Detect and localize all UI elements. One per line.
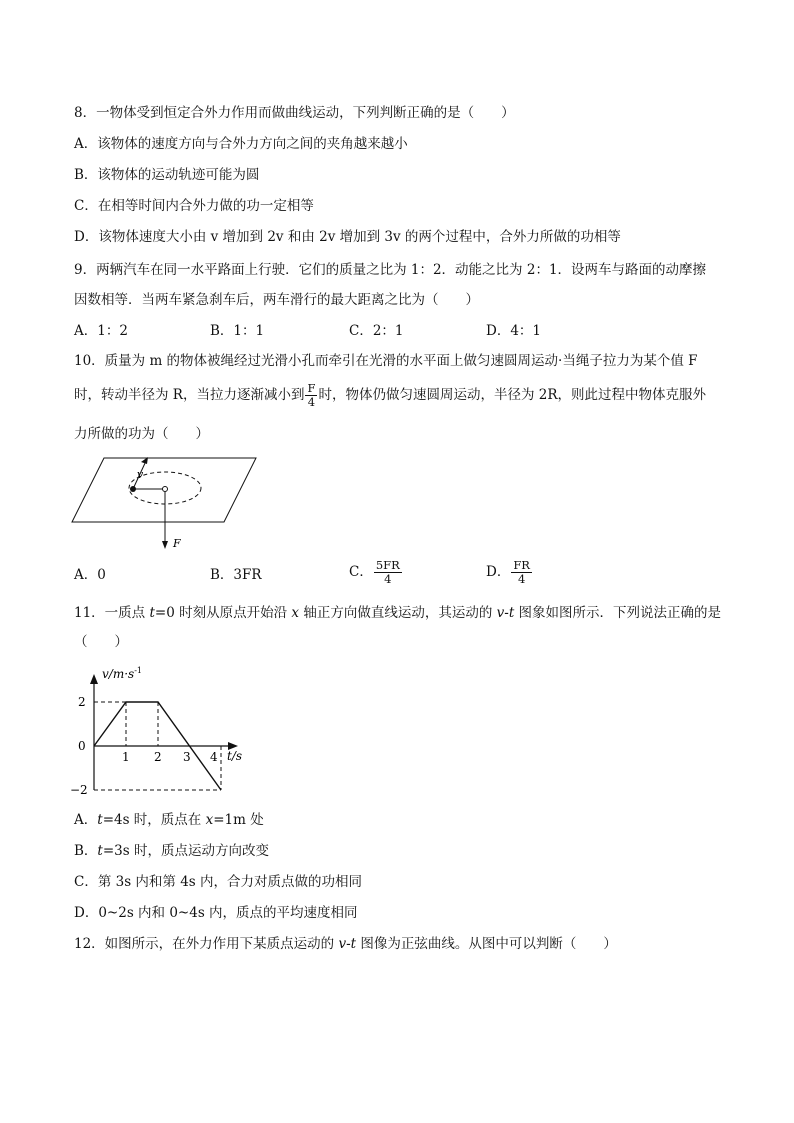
q10-option-d: [486, 556, 533, 588]
stem-text: 轴正方向做直线运动，其运动的: [299, 605, 497, 621]
q10-option-c-fraction: [374, 559, 402, 586]
option-var-t: t: [97, 843, 103, 859]
option-c-prefix: C．: [349, 564, 373, 580]
hole-center: [163, 487, 168, 492]
q10-stem-line1: 10．质量为 m 的物体被绳经过光滑小孔而牵引在光滑的水平面上做匀速圆周运动·当绳子拉力为某个值 F: [74, 353, 698, 369]
stem-var-x: x: [291, 605, 300, 621]
q9-option-c: C．2：1: [349, 323, 404, 339]
q11-option-b: [74, 842, 269, 860]
q11-stem-line2: （ ）: [74, 634, 128, 650]
velocity-label: v: [137, 468, 144, 481]
q10-fraction-f-over-4: [305, 382, 317, 409]
q10-stem-line2-pre: 时，转动半径为 R，当拉力逐渐减小到: [74, 387, 305, 403]
fraction-numerator: 5FR: [375, 558, 400, 572]
fraction-denominator: 4: [517, 572, 526, 586]
y-tick-minus-2: −2: [70, 783, 88, 797]
q11-vt-graph: [70, 660, 260, 800]
stem-text: 图象如图所示．下列说法正确的是: [514, 605, 722, 621]
q8-option-d: D．该物体速度大小由 v 增加到 2v 和由 2v 增加到 3v 的两个过程中，合外力所做的功相等: [74, 229, 621, 245]
q8-option-a: A．该物体的速度方向与合外力方向之间的夹角越来越小: [74, 136, 408, 152]
q11-option-c: C．第 3s 内和第 4s 内，合力对质点做的功相同: [74, 874, 363, 890]
force-label: F: [173, 537, 181, 550]
option-text: =3s 时，质点运动方向改变: [102, 843, 269, 859]
q10-option-b: B．3FR: [210, 567, 262, 583]
option-var-x: x: [205, 812, 214, 828]
y-tick-2: 2: [78, 695, 86, 709]
stem-text: 11．一质点: [74, 605, 150, 621]
y-axis-arrowhead: [90, 674, 98, 684]
x-axis-label: t/s: [227, 749, 243, 763]
q11-option-d: D．0~2s 内和 0~4s 内，质点的平均速度相同: [74, 905, 358, 921]
fraction-numerator: F: [307, 381, 316, 395]
option-text: =1m 处: [213, 812, 264, 828]
q9-stem-line1: 9．两辆汽车在同一水平路面上行驶．它们的质量之比为 1：2．动能之比为 2：1．设两车与路面的动摩擦: [74, 262, 707, 278]
fraction-denominator: 4: [307, 395, 316, 409]
option-text: =4s 时，质点在: [102, 812, 206, 828]
y-axis-label: $v/m\cdot s^{-1}$: [102, 666, 142, 681]
q8-option-c: C．在相等时间内合外力做的功一定相等: [74, 198, 314, 214]
option-d-prefix: D．: [486, 564, 511, 580]
q9-option-d: D．4：1: [486, 323, 542, 339]
force-arrowhead: [162, 541, 168, 549]
stem-var-vt: v-t: [496, 605, 515, 621]
stem-text: =0 时刻从原点开始沿: [154, 605, 292, 621]
q11-stem-line1: [74, 604, 721, 622]
q10-stem-line2: [74, 380, 706, 410]
q8-option-b: B．该物体的运动轨迹可能为圆: [74, 167, 260, 183]
x-tick-1: 1: [122, 750, 130, 764]
q10-stem-line3: 力所做的功为（ ）: [74, 426, 209, 442]
x-tick-3: 3: [183, 750, 191, 764]
q10-figure-circular-motion: [70, 452, 260, 554]
q10-option-d-fraction: [511, 559, 532, 586]
x-tick-4: 4: [210, 750, 218, 764]
option-prefix: A．: [74, 812, 98, 828]
q9-option-b: B．1：1: [210, 323, 265, 339]
x-tick-2: 2: [154, 750, 162, 764]
q10-stem-line2-post: 时，物体仍做匀速圆周运动，半径为 2R，则此过程中物体克服外: [318, 387, 706, 403]
stem-text: 图像为正弦曲线。从图中可以判断（ ）: [356, 936, 617, 952]
option-prefix: B．: [74, 843, 98, 859]
q12-stem: [74, 935, 617, 953]
option-var-t: t: [97, 812, 103, 828]
q9-stem-line2: 因数相等．当两车紧急刹车后，两车滑行的最大距离之比为（ ）: [74, 292, 479, 308]
y-tick-0: 0: [78, 739, 86, 753]
stem-var-vt: v-t: [338, 936, 357, 952]
q8-stem: 8．一物体受到恒定合外力作用而做曲线运动，下列判断正确的是（ ）: [74, 105, 515, 121]
stem-var-t: t: [149, 605, 155, 621]
q9-option-a: A．1：2: [74, 323, 128, 339]
q10-option-c: [349, 556, 403, 588]
q10-option-a: A．0: [74, 567, 106, 583]
q11-option-a: [74, 811, 264, 829]
stem-text: 12．如图所示，在外力作用下某质点运动的: [74, 936, 339, 952]
fraction-numerator: FR: [513, 558, 530, 572]
fraction-denominator: 4: [384, 572, 392, 586]
